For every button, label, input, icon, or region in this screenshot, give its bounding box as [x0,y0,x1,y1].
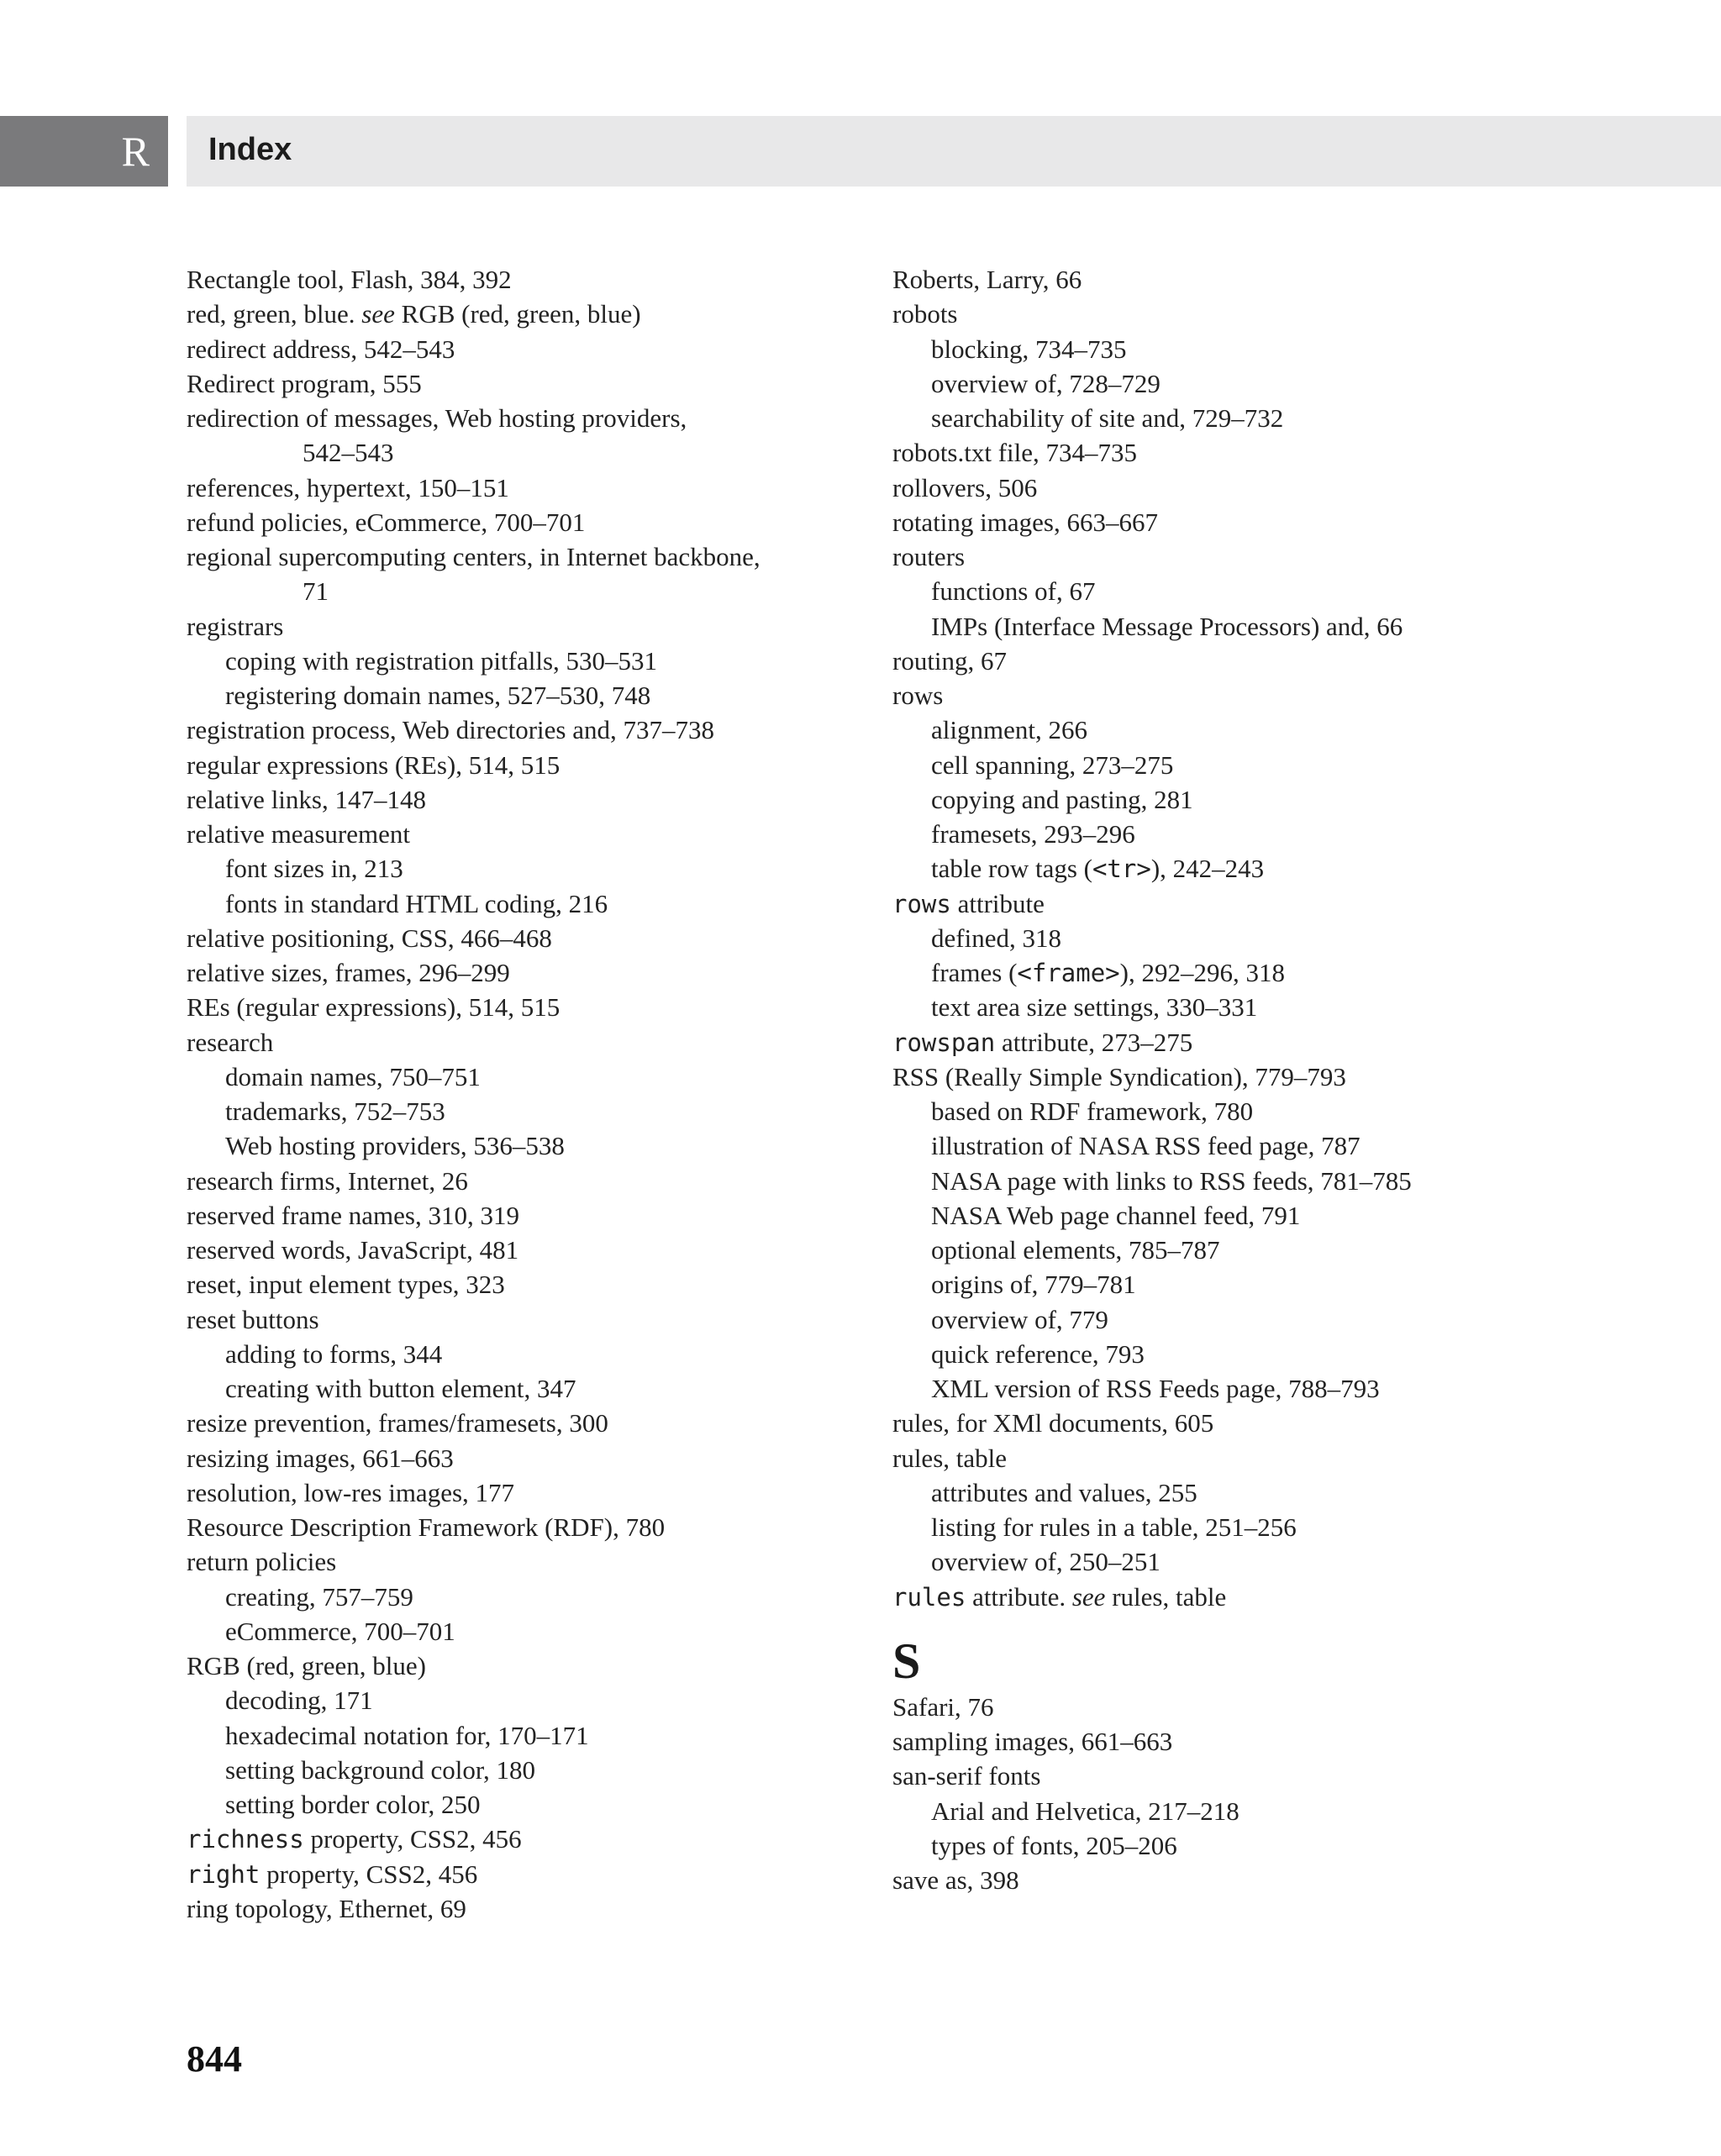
entry-text: attribute [950,888,1045,918]
code-term: <tr> [1092,855,1151,884]
see-reference: see [361,299,395,329]
index-subentry: types of fonts, 205–206 [931,1830,1177,1860]
index-subentry: defined, 318 [931,923,1061,953]
index-subentry: based on RDF framework, 780 [931,1096,1254,1126]
index-entry: robots.txt file, 734–735 [892,438,1138,468]
index-subentry: font sizes in, 213 [225,854,403,884]
entry-text: frames ( [931,958,1018,987]
code-term: right [187,1859,261,1889]
index-subentry: fonts in standard HTML coding, 216 [225,888,608,918]
index-entry: save as, 398 [892,1865,1019,1895]
index-entry: research [187,1027,274,1057]
index-entry-continuation: 542–543 [303,438,394,468]
index-entry: regular expressions (REs), 514, 515 [187,749,561,780]
index-entry: reset, input element types, 323 [187,1270,505,1300]
index-subentry: coping with registration pitfalls, 530–531 [225,645,658,676]
index-subentry: overview of, 779 [931,1304,1108,1334]
index-letter-heading: S [892,1633,921,1689]
index-entry: return policies [187,1547,337,1577]
code-term: <frame> [1017,959,1120,987]
entry-text: property, CSS2, 456 [303,1824,522,1854]
code-term: rows [892,889,951,918]
code-term: richness [187,1825,304,1854]
index-subentry: adding to forms, 344 [225,1338,443,1369]
index-entry: refund policies, eCommerce, 700–701 [187,507,586,537]
index-subentry: Web hosting providers, 536–538 [225,1131,565,1161]
index-entry: reserved words, JavaScript, 481 [187,1235,519,1265]
index-subentry: NASA Web page channel feed, 791 [931,1200,1301,1230]
index-subentry: origins of, 779–781 [931,1270,1136,1300]
index-subentry: framesets, 293–296 [931,819,1135,849]
index-entry [187,1822,761,1856]
index-entry: registration process, Web directories and, 737–738 [187,715,714,745]
code-term: rowspan [892,1028,996,1057]
page-number: 844 [187,2038,242,2080]
index-entry: san-serif fonts [892,1761,1041,1791]
index-entry: Rectangle tool, Flash, 384, 392 [187,265,512,294]
index-subentry: hexadecimal notation for, 170–171 [225,1720,589,1750]
index-column-left [187,262,761,1926]
index-entry: relative measurement [187,819,410,849]
entry-text: ), 242–243 [1150,854,1265,884]
index-entry: resizing images, 661–663 [187,1443,454,1473]
entry-text: red, green, blue. [187,299,362,329]
index-entry: RGB (red, green, blue) [187,1651,426,1680]
entry-text: ), 292–296, 318 [1119,958,1285,987]
index-entry: robots [892,299,958,329]
index-subentry: creating with button element, 347 [225,1374,576,1403]
running-header [187,116,1721,187]
index-subentry: overview of, 728–729 [931,368,1160,398]
index-subentry: trademarks, 752–753 [225,1096,445,1126]
section-letter-tab [0,116,168,187]
index-entry: resize prevention, frames/framesets, 300 [187,1408,608,1438]
index-subentry: text area size settings, 330–331 [931,992,1258,1023]
index-entry: Safari, 76 [892,1691,994,1722]
index-subentry: domain names, 750–751 [225,1061,481,1091]
code-term: rules [892,1582,966,1612]
index-entry: research firms, Internet, 26 [187,1165,468,1196]
index-subentry [892,851,1412,886]
index-entry: rules, table [892,1443,1008,1473]
index-subentry: registering domain names, 527–530, 748 [225,681,651,710]
entry-text: attribute, 273–275 [995,1027,1193,1057]
entry-text: attribute. [966,1581,1072,1612]
index-entry: references, hypertext, 150–151 [187,472,509,502]
index-entry: rules, for XMl documents, 605 [892,1408,1214,1438]
index-entry: relative links, 147–148 [187,784,426,814]
index-entry [892,1580,1412,1614]
index-entry: resolution, low-res images, 177 [187,1477,515,1507]
index-entry: routing, 67 [892,645,1008,676]
index-entry: reserved frame names, 310, 319 [187,1200,519,1230]
index-entry: routers [892,542,966,571]
index-entry: regional supercomputing centers, in Internet backbone, [187,542,761,571]
see-reference: see [1071,1581,1106,1612]
section-letter: R [121,128,150,175]
index-subentry: illustration of NASA RSS feed page, 787 [931,1131,1360,1161]
index-entry: redirect address, 542–543 [187,334,455,364]
index-subentry: optional elements, 785–787 [931,1235,1220,1265]
entry-text: rules, table [1105,1581,1227,1612]
index-entry [892,1025,1412,1060]
index-entry: redirection of messages, Web hosting providers, [187,403,687,433]
index-entry: Resource Description Framework (RDF), 780 [187,1512,666,1542]
index-subentry: setting border color, 250 [225,1790,481,1819]
index-entry [892,886,1412,921]
index-entry: RSS (Really Simple Syndication), 779–793 [892,1061,1346,1091]
index-entry [187,1857,761,1891]
index-column-right [892,262,1412,1897]
index-entry: Roberts, Larry, 66 [892,265,1082,294]
index-subentry: creating, 757–759 [225,1581,413,1612]
page-title: Index [208,132,292,167]
index-entry: ring topology, Ethernet, 69 [187,1893,466,1923]
entry-text: property, CSS2, 456 [260,1859,478,1889]
index-entry-continuation: 71 [303,576,329,607]
index-entry: relative sizes, frames, 296–299 [187,958,510,987]
index-subentry: listing for rules in a table, 251–256 [931,1512,1297,1542]
entry-text: table row tags ( [931,854,1092,884]
index-entry: REs (regular expressions), 514, 515 [187,992,561,1023]
index-subentry: XML version of RSS Feeds page, 788–793 [931,1374,1380,1403]
index-entry: registrars [187,611,284,641]
index-subentry [892,955,1412,990]
index-entry: Redirect program, 555 [187,368,422,398]
index-subentry: setting background color, 180 [225,1754,535,1785]
index-subentry: quick reference, 793 [931,1338,1145,1369]
index-entry: reset buttons [187,1304,319,1334]
index-entry: relative positioning, CSS, 466–468 [187,923,552,953]
index-subentry: NASA page with links to RSS feeds, 781–785 [931,1165,1412,1196]
index-entry: rollovers, 506 [892,472,1038,502]
index-entry: rows [892,681,944,710]
index-subentry: cell spanning, 273–275 [931,749,1174,780]
index-subentry: searchability of site and, 729–732 [931,403,1284,433]
index-entry [187,297,761,331]
index-subentry: eCommerce, 700–701 [225,1616,455,1646]
entry-text: RGB (red, green, blue) [394,299,641,329]
index-subentry: copying and pasting, 281 [931,784,1193,814]
index-subentry: functions of, 67 [931,576,1096,607]
index-subentry: overview of, 250–251 [931,1547,1160,1577]
index-entry: rotating images, 663–667 [892,507,1158,537]
index-subentry: decoding, 171 [225,1685,373,1716]
index-subentry: blocking, 734–735 [931,334,1127,364]
index-subentry: Arial and Helvetica, 217–218 [931,1796,1239,1826]
index-subentry: attributes and values, 255 [931,1477,1197,1507]
index-subentry: alignment, 266 [931,715,1087,745]
index-subentry: IMPs (Interface Message Processors) and, 66 [931,611,1403,641]
index-entry: sampling images, 661–663 [892,1727,1173,1756]
